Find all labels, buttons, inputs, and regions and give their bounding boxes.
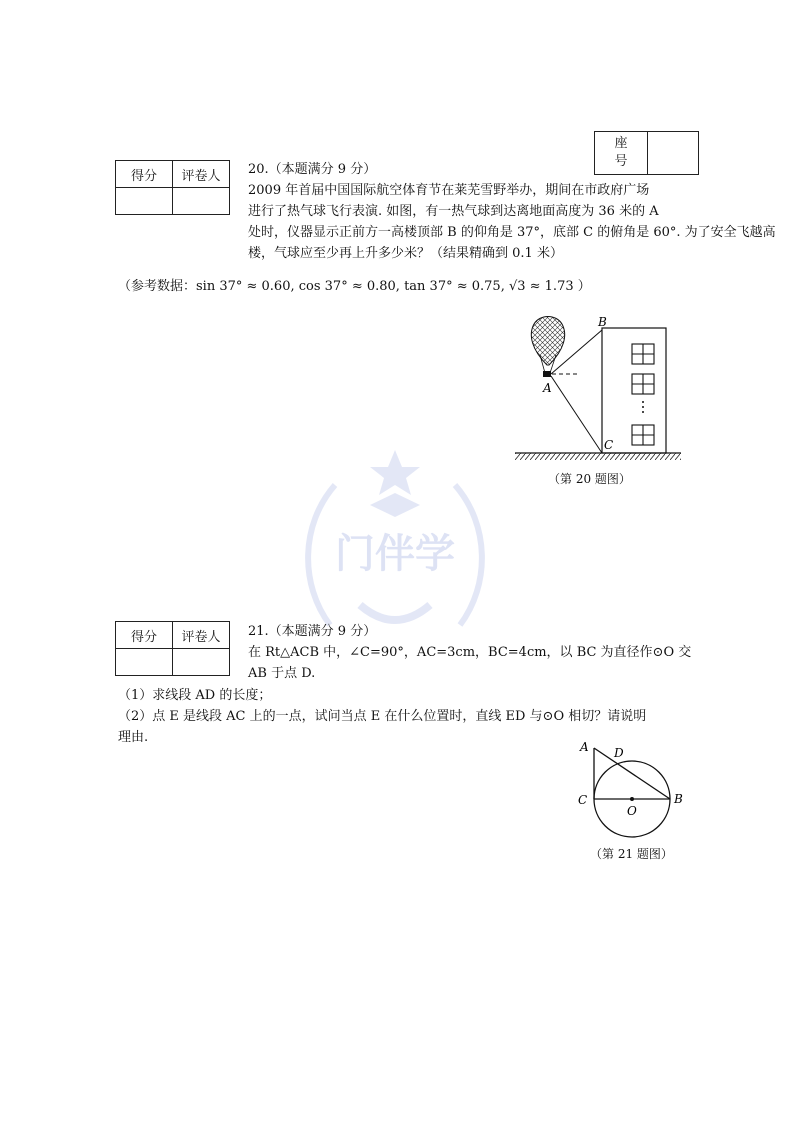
q20-score-box [115, 160, 230, 215]
q20-figure [510, 310, 690, 470]
q21-figure [572, 738, 692, 842]
q21-part-2-line-1: （2）点 E 是线段 AC 上的一点，试问当点 E 在什么位置时，直线 ED 与⊙O 相切？请说明 [118, 709, 647, 724]
q20-grader-label: 评卷人 [173, 161, 230, 188]
seat-number-box [594, 131, 699, 175]
seat-label-cell [595, 132, 648, 175]
q21-line-1: 在 Rt△ACB 中，∠C=90°，AC=3cm，BC=4cm，以 BC 为直径作⊙O 交 [248, 645, 692, 660]
q21-grader-label: 评卷人 [173, 622, 230, 649]
q21-label-c: C [578, 793, 588, 807]
q20-label-a: A [543, 381, 552, 395]
q20-line-3: 处时，仪器显示正前方一高楼顶部 B 的仰角是 37°，底部 C 的俯角是 60°. 为了安全飞越高 [248, 225, 776, 240]
q20-line-2: 进行了热气球飞行表演. 如图，有一热气球到达离地面高度为 36 米的 A [248, 204, 659, 219]
q20-line-1: 2009 年首届中国国际航空体育节在莱芜雪野举办，期间在市政府广场 [248, 183, 650, 198]
balloon-icon [531, 317, 564, 366]
seat-value-cell[interactable] [648, 132, 699, 175]
q20-label-b: B [598, 315, 607, 329]
building [602, 328, 666, 453]
q20-grader-cell[interactable] [173, 188, 230, 215]
q20-label-c: C [604, 438, 614, 452]
q21-line-2: AB 于点 D. [248, 666, 316, 681]
watermark-text: 门伴学 [335, 530, 455, 577]
q21-grader-cell[interactable] [173, 649, 230, 676]
q21-score-box [115, 621, 230, 676]
q21-label-a: A [580, 740, 589, 754]
q20-line-4: 楼，气球应至少再上升多少米？（结果精确到 0.1 米） [248, 246, 563, 261]
q21-label-o: O [627, 804, 637, 818]
q21-label-b: B [674, 792, 683, 806]
q21-figure-caption: （第 21 题图） [590, 847, 673, 861]
q21-header: 21.（本题满分 9 分） [248, 624, 377, 639]
seat-label: 座号 [614, 136, 628, 169]
q20-reference-data: （参考数据：sin 37° ≈ 0.60, cos 37° ≈ 0.80, tan 37° ≈ 0.75, √3 ≈ 1.73 ） [118, 279, 591, 294]
q21-part-2-line-2: 理由. [118, 730, 149, 745]
q20-figure-caption: （第 20 题图） [548, 472, 631, 486]
q21-score-cell[interactable] [116, 649, 173, 676]
q21-score-label: 得分 [116, 622, 173, 649]
q20-score-cell[interactable] [116, 188, 173, 215]
q20-score-label: 得分 [116, 161, 173, 188]
q20-header: 20.（本题满分 9 分） [248, 162, 377, 177]
q21-part-1: （1）求线段 AD 的长度； [118, 688, 272, 703]
q21-label-d: D [614, 746, 624, 760]
